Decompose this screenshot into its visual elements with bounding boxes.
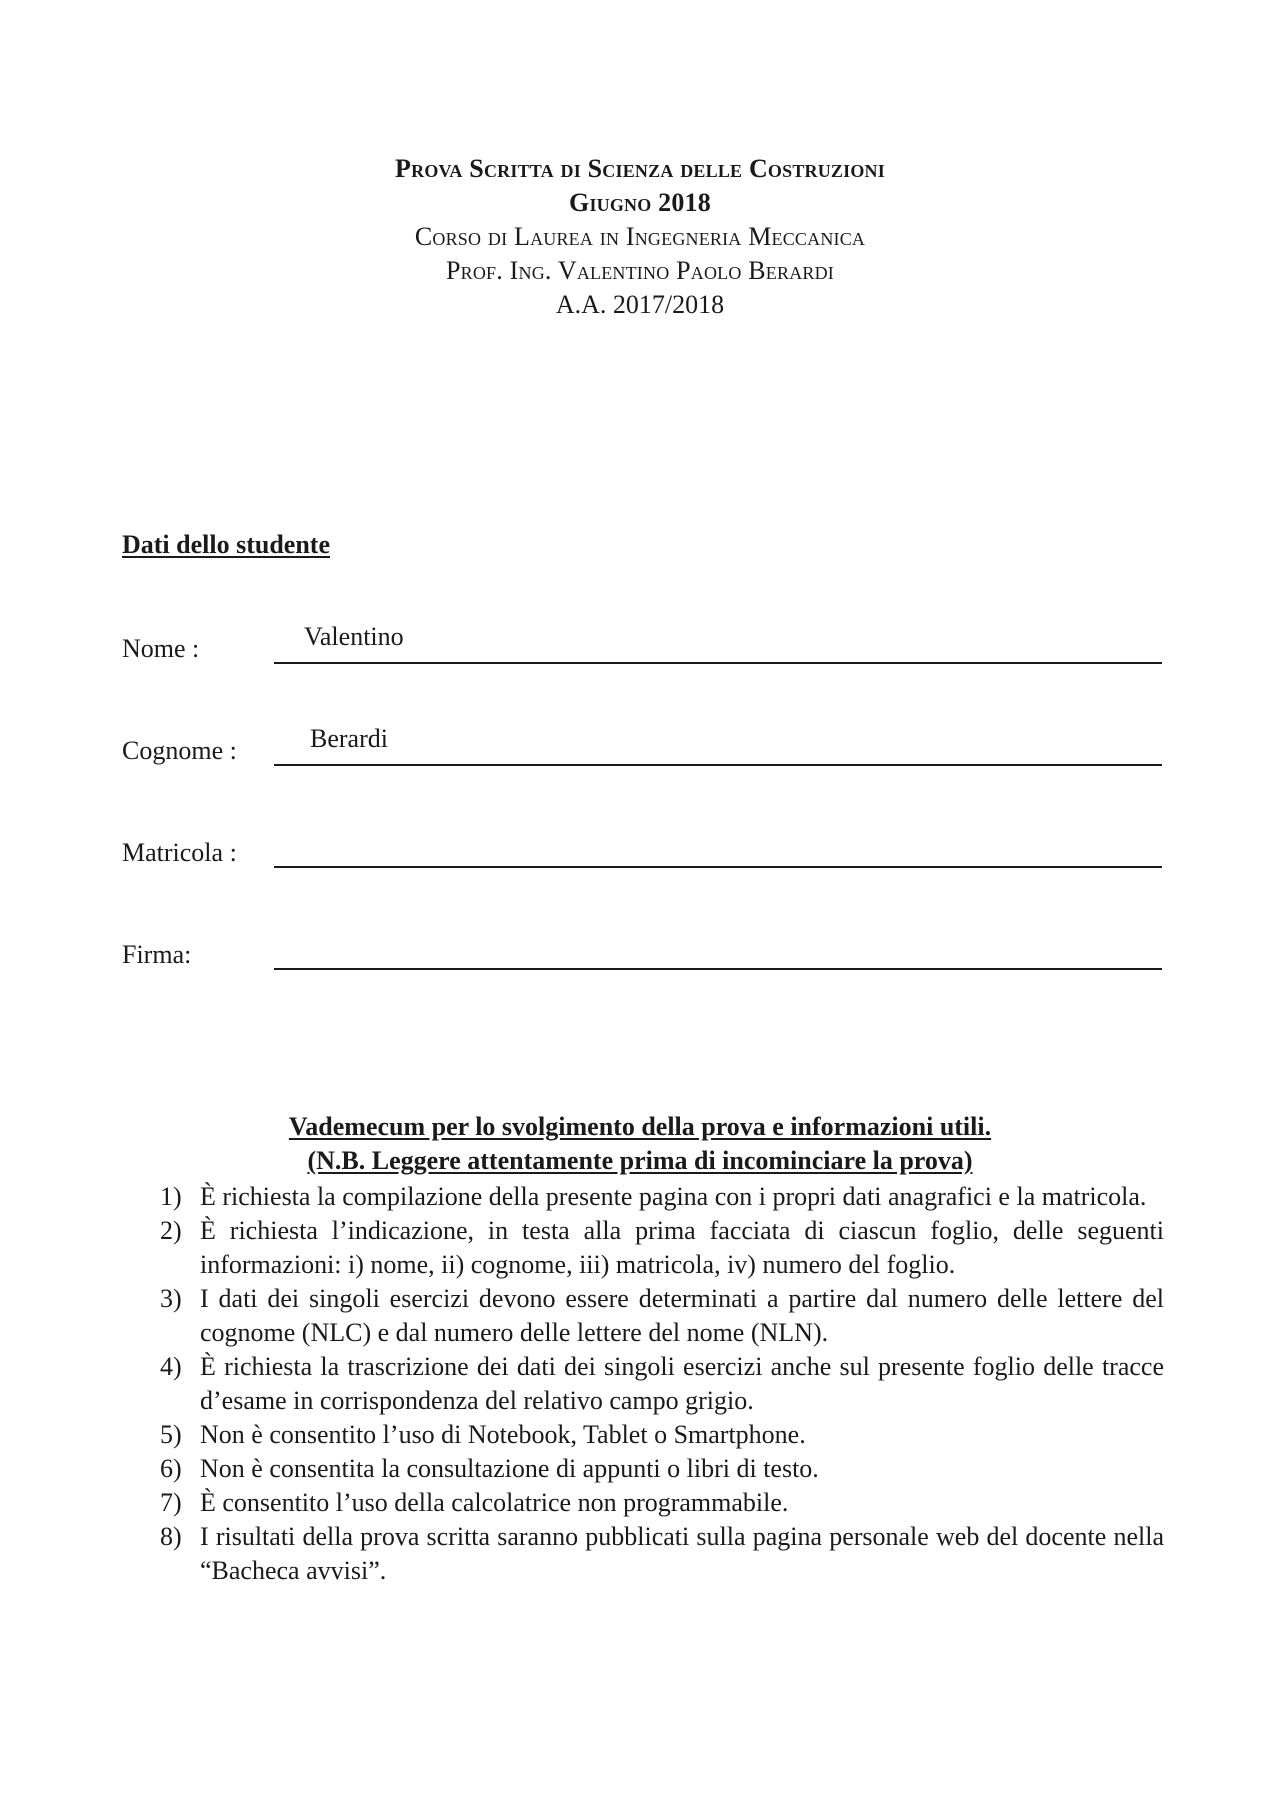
- surname-line: [274, 764, 1162, 766]
- list-item-text: È richiesta la trascrizione dei dati dei singoli esercizi anche sul presente foglio delle tracce d’esame in corrispondenza del relativo campo grigio.: [200, 1352, 1164, 1415]
- name-field[interactable]: [122, 624, 1162, 664]
- exam-session: Giugno 2018: [569, 188, 711, 217]
- list-item-text: È richiesta la compilazione della presente pagina con i propri dati anagrafici e la matricola.: [200, 1182, 1147, 1211]
- list-item: [160, 1350, 1164, 1418]
- list-item-number: 2): [160, 1216, 182, 1245]
- list-item-number: 1): [160, 1182, 182, 1211]
- list-item-text: I risultati della prova scritta saranno pubblicati sulla pagina personale web del docente nella “Bacheca avvisi”.: [200, 1522, 1164, 1585]
- list-item: [160, 1452, 1164, 1486]
- signature-field[interactable]: [122, 930, 1162, 970]
- list-item-number: 4): [160, 1352, 182, 1381]
- vademecum-title: [0, 1110, 1280, 1178]
- list-item: [160, 1418, 1164, 1452]
- course-name: Corso di Laurea in Ingegneria Meccanica: [414, 222, 866, 251]
- signature-label: Firma:: [122, 940, 192, 969]
- list-item: [160, 1520, 1164, 1588]
- professor-name: Prof. Ing. Valentino Paolo Berardi: [445, 256, 834, 285]
- list-item-text: È richiesta l’indicazione, in testa alla prima facciata di ciascun foglio, delle seguenti informazioni: i) nome, ii) cognome, iii) matricola, iv) numero del foglio.: [200, 1216, 1164, 1279]
- name-label: Nome :: [122, 634, 200, 663]
- vademecum-title-line1: Vademecum per lo svolgimento della prova e informazioni utili.: [288, 1112, 992, 1141]
- list-item-text: Non è consentita la consultazione di appunti o libri di testo.: [200, 1454, 819, 1483]
- list-item: [160, 1180, 1164, 1214]
- list-item-number: 7): [160, 1488, 182, 1517]
- matricola-line: [274, 866, 1162, 868]
- list-item-number: 6): [160, 1454, 182, 1483]
- list-item-text: È consentito l’uso della calcolatrice non programmabile.: [200, 1488, 789, 1517]
- surname-value: Berardi: [310, 724, 388, 753]
- list-item: [160, 1486, 1164, 1520]
- academic-year: A.A. 2017/2018: [555, 290, 725, 319]
- name-value: Valentino: [304, 622, 404, 651]
- surname-label: Cognome :: [122, 736, 237, 765]
- list-item: [160, 1282, 1164, 1350]
- list-item-text: Non è consentito l’uso di Notebook, Tablet o Smartphone.: [200, 1420, 806, 1449]
- matricola-label: Matricola :: [122, 838, 237, 867]
- list-item-number: 5): [160, 1420, 182, 1449]
- name-line: [274, 662, 1162, 664]
- vademecum-title-line2: (N.B. Leggere attentamente prima di incominciare la prova): [307, 1146, 973, 1175]
- list-item-text: I dati dei singoli esercizi devono essere determinati a partire dal numero delle lettere del cognome (NLC) e dal numero delle lettere del nome (NLN).: [200, 1284, 1164, 1347]
- list-item-number: 3): [160, 1284, 182, 1313]
- document-header: [0, 152, 1280, 322]
- list-item-number: 8): [160, 1522, 182, 1551]
- rules-list: [160, 1180, 1164, 1588]
- list-item: [160, 1214, 1164, 1282]
- student-data-title: Dati dello studente: [122, 530, 330, 559]
- exam-title: Prova Scritta di Scienza delle Costruzioni: [395, 154, 885, 183]
- surname-field[interactable]: [122, 726, 1162, 766]
- signature-line: [274, 968, 1162, 970]
- matricola-field[interactable]: [122, 828, 1162, 868]
